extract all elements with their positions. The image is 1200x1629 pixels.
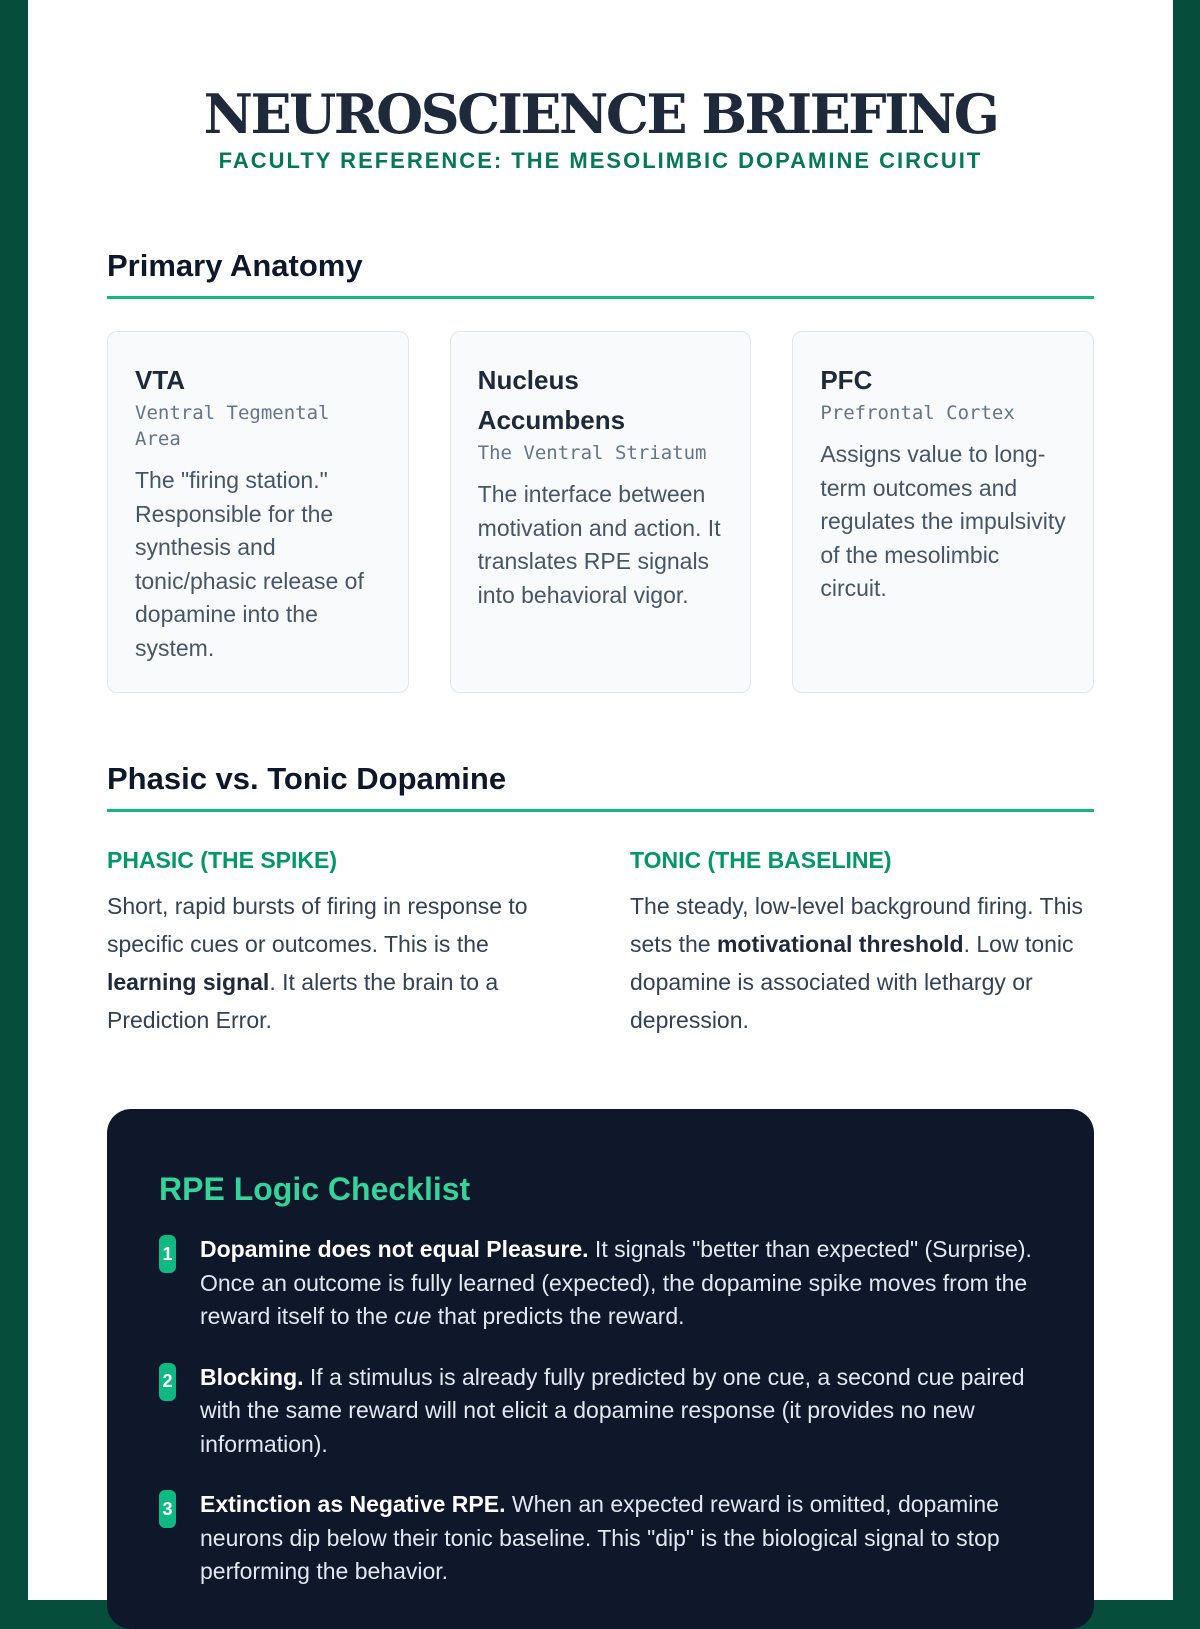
briefing-page [28,0,1173,1600]
item-number-badge: 2 [159,1363,176,1401]
card-name: VTA [135,365,186,395]
phasic-column [107,843,570,1039]
rpe-checklist [107,1109,1094,1629]
card-description: Assigns value to long-term outcomes and regulates the impulsivity of the mesolimbic circuit. [820,441,1066,601]
page-subtitle: FACULTY REFERENCE: THE MESOLIMBIC DOPAMINE CIRCUIT [218,148,983,173]
card-subtitle: Prefrontal Cortex [820,402,1015,424]
item-text: Blocking. If a stimulus is already fully predicted by one cue, a second cue paired with the same reward will not elicit a dopamine response (it provides no new information). [200,1363,1025,1457]
dopamine-heading: Phasic vs. Tonic Dopamine [107,759,1094,812]
tonic-emphasis: motivational threshold [716,931,964,957]
card-subtitle: The Ventral Striatum [477,442,707,464]
item-number-badge: 1 [159,1235,176,1273]
anatomy-card-vta [107,331,409,693]
item-text: Extinction as Negative RPE. When an expected reward is omitted, dopamine neurons dip below their tonic baseline. This "dip" is the biological signal to stop performing the behavior. [200,1491,1000,1584]
anatomy-heading: Primary Anatomy [107,246,1094,299]
card-name: PFC [820,365,873,395]
checklist-item [159,1233,1042,1334]
card-description: The interface between motivation and action. It translates RPE signals into behavioral vigor. [477,481,721,608]
card-name: Nucleus Accumbens [477,365,626,435]
phasic-text: Short, rapid bursts of firing in response to specific cues or outcomes. This is the learning signal. It alerts the brain to a Prediction Error. [107,893,528,1033]
phasic-emphasis: learning signal [107,969,270,995]
card-description: The "firing station." Responsible for the synthesis and tonic/phasic release of dopamine into the system. [135,467,364,661]
anatomy-card-nucleus-accumbens [450,331,752,693]
checklist-title: RPE Logic Checklist [159,1171,471,1207]
card-subtitle: Ventral Tegmental Area [135,402,330,450]
tonic-title: TONIC (THE BASELINE) [630,847,892,873]
anatomy-card-pfc [792,331,1094,693]
page-title: NEUROSCIENCE BRIEFING [203,82,998,146]
anatomy-cards [107,331,1094,693]
item-text: Dopamine does not equal Pleasure. It signals "better than expected" (Surprise). Once an outcome is fully learned (expected), the dopamine spike moves from the reward itself to the cue that predicts the reward. [200,1236,1032,1329]
tonic-column [630,843,1093,1039]
phasic-title: PHASIC (THE SPIKE) [107,847,338,873]
tonic-text: The steady, low-level background firing. This sets the motivational threshold. Low tonic dopamine is associated with lethargy or depression. [630,893,1083,1033]
dopamine-columns [107,843,1094,1039]
page-header [28,82,1173,176]
checklist-item [159,1361,1042,1462]
checklist-item [159,1488,1042,1589]
item-number-badge: 3 [159,1490,176,1528]
